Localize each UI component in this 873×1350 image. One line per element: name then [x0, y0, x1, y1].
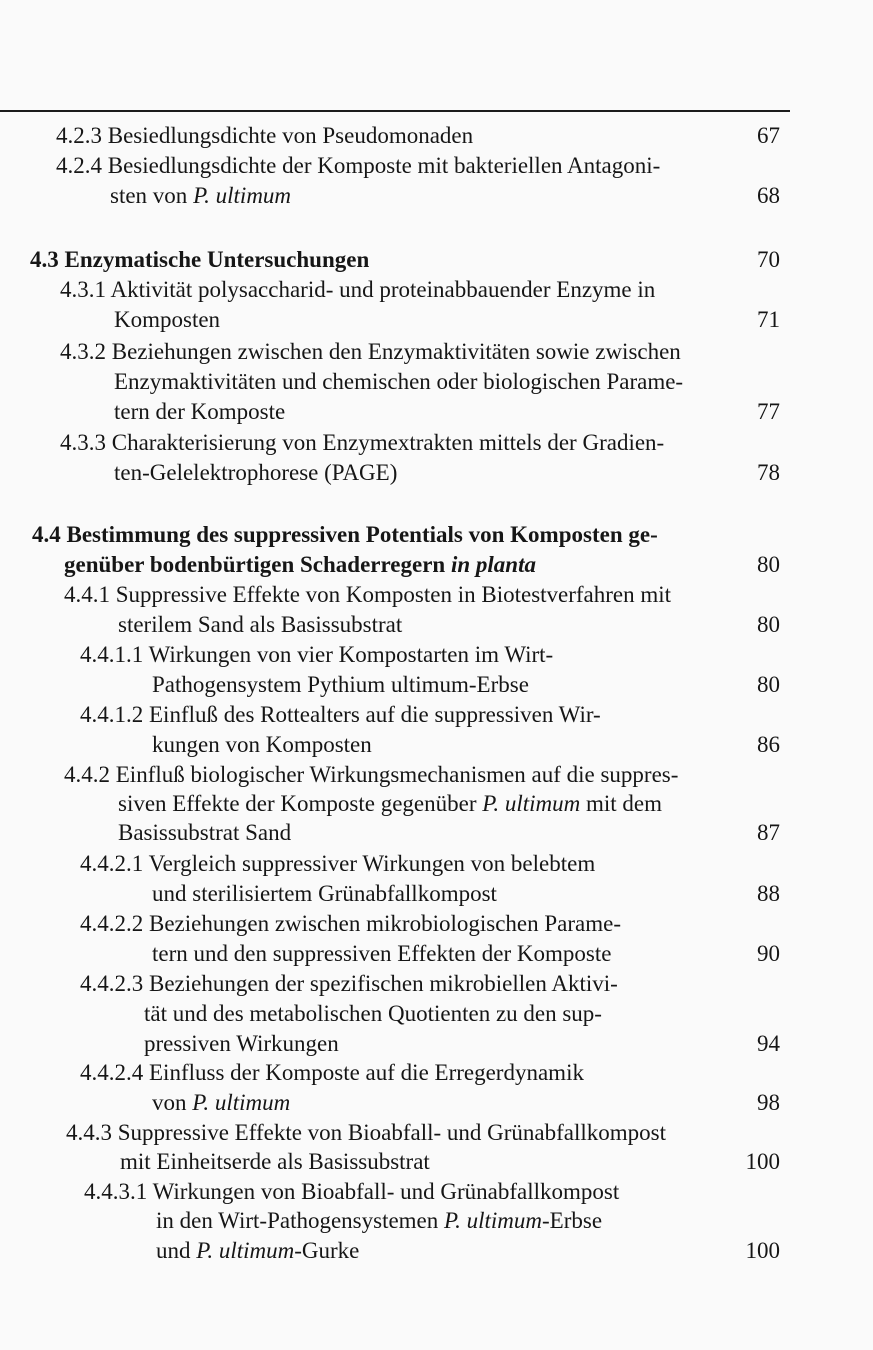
entry-title: Beziehungen der spezifischen mikrobiellen Aktivi- [149, 971, 618, 996]
toc-entry-continuation: sten von P. ultimum [110, 183, 292, 208]
entry-title: Aktivität polysaccharid- und proteinabbauender Enzyme in [110, 277, 656, 302]
section-number: 4.4.2.1 [80, 851, 144, 876]
section-number: 4.3.1 [60, 277, 106, 302]
section-number: 4.4.1 [64, 582, 110, 607]
toc-entry-4-3-3 [60, 428, 664, 458]
page-number: 94 [757, 1031, 780, 1056]
entry-title: Suppressive Effekte von Bioabfall- und Grünabfallkompost [117, 1120, 667, 1145]
entry-title: Beziehungen zwischen mikrobiologischen Parame- [149, 911, 621, 936]
entry-title: Charakterisierung von Enzymextrakten mittels der Gradien- [111, 430, 665, 455]
entry-title: Besiedlungsdichte der Komposte mit bakteriellen Antagoni- [107, 153, 661, 178]
toc-entry-continuation: genüber bodenbürtigen Schaderregern in planta [64, 552, 536, 577]
toc-entry-4-3 [30, 245, 369, 275]
page-number: 70 [757, 247, 780, 272]
entry-title: Suppressive Effekte von Komposten in Biotestverfahren mit [115, 582, 672, 607]
toc-entry-continuation: mit Einheitserde als Basissubstrat [120, 1149, 430, 1174]
entry-title: Einfluß des Rottealters auf die suppressiven Wir- [149, 702, 601, 727]
toc-entry-continuation: und P. ultimum-Gurke [156, 1238, 360, 1263]
toc-entry-4-4-2-2 [80, 909, 621, 939]
entry-title: Beziehungen zwischen den Enzymaktivitäten sowie zwischen [111, 339, 681, 364]
toc-entry-4-4-3-1 [84, 1177, 619, 1207]
page-number: 68 [757, 183, 780, 208]
toc-entry-continuation: sterilem Sand als Basissubstrat [118, 612, 403, 637]
page-number: 86 [757, 732, 780, 757]
entry-title: Wirkungen von Bioabfall- und Grünabfallkompost [152, 1179, 620, 1204]
page-number: 80 [757, 672, 780, 697]
toc-entry-4-4 [32, 520, 658, 550]
page-number: 80 [757, 552, 780, 577]
toc-entry-continuation: in den Wirt-Pathogensystemen P. ultimum-Erbse [156, 1208, 603, 1233]
section-number: 4.4.2.2 [80, 911, 144, 936]
entry-title: Besiedlungsdichte von Pseudomonaden [107, 123, 474, 148]
section-number: 4.4.3 [66, 1120, 112, 1145]
page-number: 87 [757, 820, 780, 845]
toc-entry-4-4-2-3 [80, 969, 618, 999]
page-number: 71 [757, 307, 780, 332]
toc-entry-continuation: Enzymaktivitäten und chemischen oder biologischen Parame- [114, 369, 684, 394]
toc-entry-continuation: und sterilisiertem Grünabfallkompost [152, 881, 497, 906]
toc-entry-continuation: Komposten [114, 307, 221, 332]
page-number: 98 [757, 1090, 780, 1115]
page-number: 77 [757, 399, 780, 424]
section-number: 4.4 [32, 522, 61, 547]
toc-entry-4-4-2 [64, 760, 678, 790]
toc-entry-4-4-1-2 [80, 700, 601, 730]
page-number: 90 [757, 941, 780, 966]
toc-entry-4-4-3 [66, 1118, 666, 1148]
toc-entry-continuation: kungen von Komposten [152, 732, 372, 757]
entry-title: Bestimmung des suppressiven Potentials von Komposten ge- [66, 522, 658, 547]
page-number: 88 [757, 881, 780, 906]
section-number: 4.3.3 [60, 430, 106, 455]
page-number: 100 [745, 1149, 780, 1174]
toc-entry-4-2-4 [56, 151, 660, 181]
entry-title: Enzymatische Untersuchungen [64, 247, 370, 272]
section-number: 4.4.3.1 [84, 1179, 148, 1204]
header-rule [0, 110, 790, 112]
section-number: 4.4.1.2 [80, 702, 144, 727]
toc-entry-continuation: tät und des metabolischen Quotienten zu den sup- [144, 1001, 602, 1026]
toc-entry-continuation: Pathogensystem Pythium ultimum-Erbse [152, 672, 529, 697]
entry-title: Vergleich suppressiver Wirkungen von belebtem [148, 851, 596, 876]
page-number: 67 [757, 123, 780, 148]
toc-entry-4-4-2-1 [80, 849, 595, 879]
section-number: 4.4.1.1 [80, 642, 144, 667]
entry-title: Einfluss der Komposte auf die Erregerdynamik [149, 1060, 584, 1085]
toc-entry-continuation: tern der Komposte [114, 399, 286, 424]
toc-entry-4-3-1 [60, 275, 655, 305]
section-number: 4.4.2 [64, 762, 110, 787]
page-number: 100 [745, 1238, 780, 1263]
section-number: 4.4.2.4 [80, 1060, 144, 1085]
toc-entry-continuation: siven Effekte der Komposte gegenüber P. ultimum mit dem [118, 791, 663, 816]
toc-entry-4-4-1 [64, 580, 671, 610]
section-number: 4.2.3 [56, 123, 102, 148]
toc-entry-continuation: ten-Gelelektrophorese (PAGE) [114, 460, 398, 485]
toc-entry-4-4-2-4 [80, 1058, 584, 1088]
page-number: 80 [757, 612, 780, 637]
section-number: 4.4.2.3 [80, 971, 144, 996]
toc-entry-continuation: tern und den suppressiven Effekten der Komposte [152, 941, 612, 966]
toc-entry-4-4-1-1 [80, 640, 553, 670]
toc-entry-continuation: Basissubstrat Sand [118, 820, 292, 845]
entry-title: Wirkungen von vier Kompostarten im Wirt- [148, 642, 554, 667]
page-number: 78 [757, 460, 780, 485]
section-number: 4.3.2 [60, 339, 106, 364]
toc-entry-continuation: von P. ultimum [152, 1090, 291, 1115]
toc-entry-4-3-2 [60, 337, 681, 367]
toc-entry-continuation: pressiven Wirkungen [144, 1031, 339, 1056]
section-number: 4.3 [30, 247, 59, 272]
section-number: 4.2.4 [56, 153, 102, 178]
toc-entry-4-2-3 [56, 121, 473, 151]
entry-title: Einfluß biologischer Wirkungsmechanismen auf die suppres- [115, 762, 679, 787]
